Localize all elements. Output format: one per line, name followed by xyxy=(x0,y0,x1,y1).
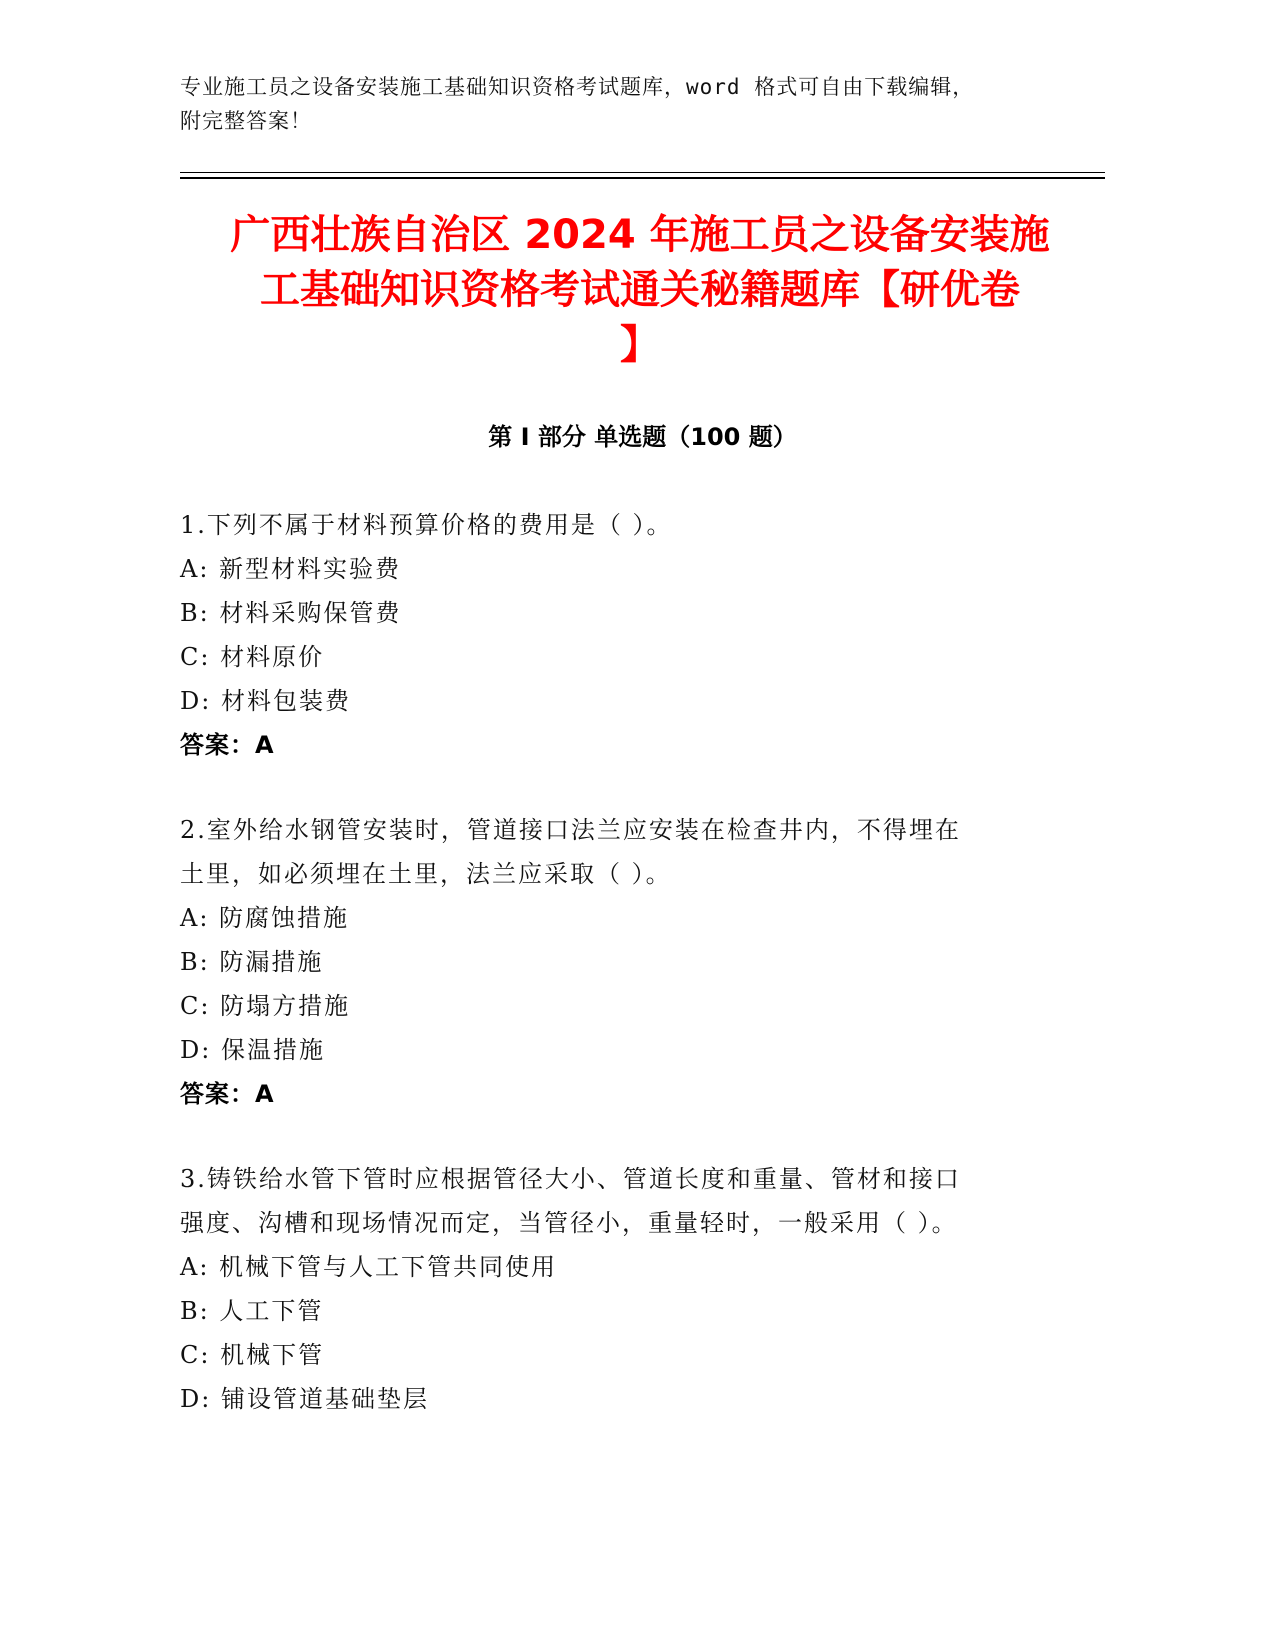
option-b: B: 人工下管 xyxy=(180,1297,324,1325)
question-3 xyxy=(180,1157,1060,1421)
document-header-note xyxy=(180,70,1060,138)
option-a: A: 新型材料实验费 xyxy=(180,555,402,583)
option-c: C: 防塌方措施 xyxy=(180,992,351,1020)
header-note-line-1: 专业施工员之设备安装施工基础知识资格考试题库，word 格式可自由下载编辑， xyxy=(180,75,975,99)
question-stem-line: 3.铸铁给水管下管时应根据管径大小、管道长度和重量、管材和接口 xyxy=(180,1165,961,1193)
question-list xyxy=(180,503,1060,1462)
option-b: B: 防漏措施 xyxy=(180,948,324,976)
header-divider-thick xyxy=(180,177,1105,179)
question-stem-line: 1.下列不属于材料预算价格的费用是（ ）。 xyxy=(180,511,673,539)
document-title-line-3: 】 xyxy=(620,322,660,368)
answer-line: 答案：A xyxy=(180,1080,275,1108)
option-d: D: 铺设管道基础垫层 xyxy=(180,1385,429,1413)
question-2 xyxy=(180,808,1060,1116)
document-title-line-1: 广西壮族自治区 2024 年施工员之设备安装施 xyxy=(230,212,1050,258)
document-title-line-2: 工基础知识资格考试通关秘籍题库【研优卷 xyxy=(260,267,1020,313)
option-a: A: 机械下管与人工下管共同使用 xyxy=(180,1253,558,1281)
question-1 xyxy=(180,503,1060,767)
header-note-line-2: 附完整答案！ xyxy=(180,109,312,133)
option-b: B: 材料采购保管费 xyxy=(180,599,402,627)
question-stem-line: 土里，如必须埋在土里，法兰应采取（ ）。 xyxy=(180,860,672,888)
question-stem-line: 2.室外给水钢管安装时，管道接口法兰应安装在检查井内，不得埋在 xyxy=(180,816,961,844)
option-d: D: 材料包装费 xyxy=(180,687,351,715)
option-d: D: 保温措施 xyxy=(180,1036,325,1064)
document-title xyxy=(160,208,1120,373)
header-divider-thin xyxy=(180,172,1105,173)
section-heading: 第 I 部分 单选题（100 题） xyxy=(488,423,797,451)
option-a: A: 防腐蚀措施 xyxy=(180,904,350,932)
option-c: C: 材料原价 xyxy=(180,643,325,671)
question-stem-line: 强度、沟槽和现场情况而定，当管径小，重量轻时，一般采用（ ）。 xyxy=(180,1209,958,1237)
option-c: C: 机械下管 xyxy=(180,1341,325,1369)
answer-line: 答案：A xyxy=(180,731,275,759)
